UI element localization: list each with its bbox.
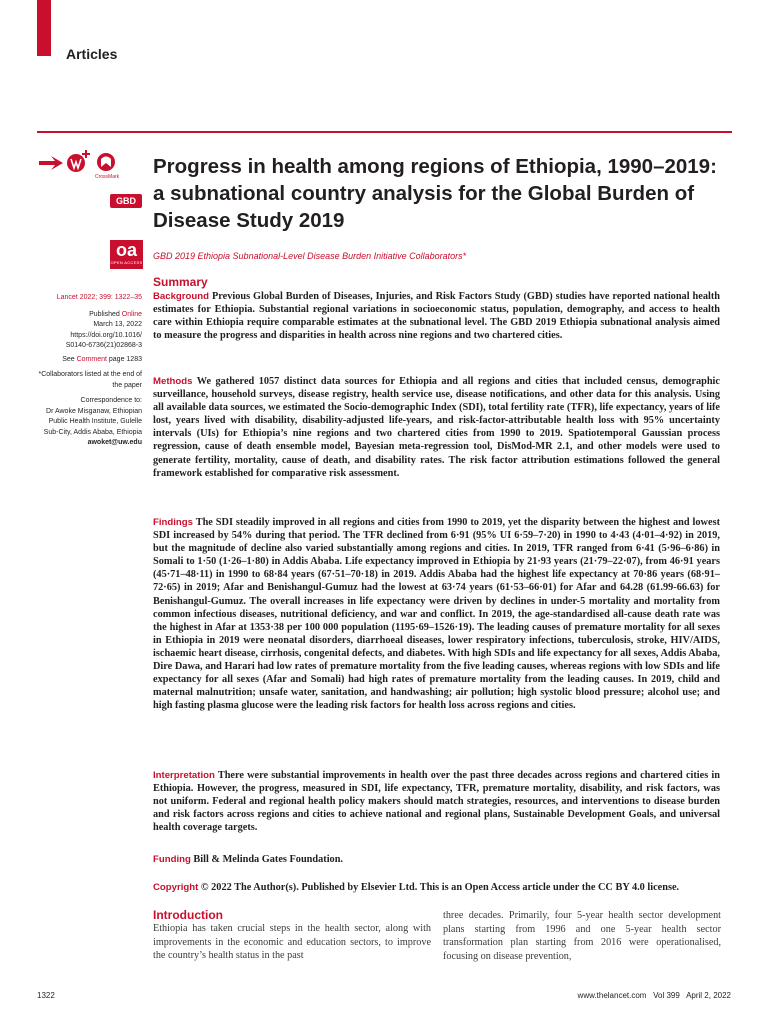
published-line <box>32 310 142 321</box>
journal-date: April 2, 2022 <box>686 991 731 1000</box>
journal-volume: Vol 399 <box>653 991 680 1000</box>
arrow-icon <box>39 156 63 170</box>
abstract-interpretation <box>153 769 720 834</box>
methods-label: Methods <box>153 376 193 387</box>
background-text: Previous Global Burden of Diseases, Injuries, and Risk Factors Study (GBD) studies have reported national health estimates for Ethiopia. Substantial regional variations in socioeconomic status, population, demography, and access to health care within Ethiopia require comparable estimates at the subnational level. The GBD 2019 Ethiopia subnational analysis aimed to measure the progress and disparities in health across nine regions and two chartered cities. <box>153 291 720 342</box>
citation: Lancet 2022; 399: 1322–35 <box>56 294 142 301</box>
funding-text: Bill & Melinda Gates Foundation. <box>190 854 344 865</box>
published-prefix: Published <box>89 310 122 318</box>
methods-text: We gathered 1057 distinct data sources for Ethiopia and all regions and cities that included census, demographic surveillance, household surveys, disease registry, health service use, disease notifications, and other data for this analysis. Using all available data sources, we estimated the Socio-demographic Index (SDI), total fertility rate (TFR), life expectancy, years of life lost, years lived with disability, disability-adjusted life-years, and risk-factor-attributable health loss with 95% uncertainty intervals (UIs) for Ethiopia’s nine regions and two chartered cities from 1990 to 2019. Spatiotemporal Gaussian process regression, cause of death ensemble model, Bayesian meta-regression tool, DisMod-MR 2.1, and other models were used to generate fertility, mortality, cause of death, and disability rates. The risk factor attribution estimations followed the general framework established for comparative risk assessment. <box>153 376 720 479</box>
page-number: 1322 <box>37 991 55 1000</box>
doi-link-2[interactable]: S0140-6736(21)02868-3 <box>65 342 142 349</box>
article-title: Progress in health among regions of Ethiopia, 1990–2019: a subnational country analysis for the Global Burden of Disease Study 2019 <box>153 155 717 232</box>
section-label: Articles <box>66 46 118 62</box>
see-suffix: page 1283 <box>106 355 142 363</box>
oa-label: oa <box>115 240 137 260</box>
open-access-badge <box>110 240 143 269</box>
summary-heading: Summary <box>153 275 208 289</box>
doi-link-1[interactable]: https://doi.org/10.1016/ <box>70 331 142 339</box>
article-sidebar <box>32 293 142 449</box>
see-prefix: See <box>62 355 77 363</box>
interpretation-label: Interpretation <box>153 770 215 781</box>
abstract-methods <box>153 375 720 480</box>
comment-link[interactable]: Comment <box>76 355 107 363</box>
collaborators-note: *Collaborators listed at the end of the paper <box>38 371 142 389</box>
article-badges <box>37 150 145 180</box>
crossmark-icon[interactable] <box>95 153 120 180</box>
see-also <box>32 355 142 366</box>
open-access-icon <box>67 150 90 172</box>
journal-footer <box>578 991 731 1000</box>
copyright-text: © 2022 The Author(s). Published by Elsevier Ltd. This is an Open Access article under the CC BY 4.0 license. <box>198 882 680 893</box>
findings-text: The SDI steadily improved in all regions and cities from 1990 to 2019, yet the disparity between the highest and lowest SDI increased by 54% during that period. The TFR declined from 6·91 (95% UI 6·59–7·20) in 1990 to 4·43 (4·01–4·92) in 2019, but the magnitude of decline also varied substantially among regions and cities. In 2019, TFR ranged from 6·41 (5·96–6·86) in Somali to 1·50 (1·26–1·80) in Addis Ababa. Life expectancy improved in Ethiopia by 21·93 years (21·79–22·07), from 46·91 years (45·71–48·11) in 1990 to 68·84 years (67·51–70·18) in 2019. Addis Ababa had the highest life expectancy at 70·86 years (68·91–72·65) in 2019; Afar and Benishangul-Gumuz had the lowest at 63·74 years (61·53–66·01) for Afar and 64.28 (61.99-66.63) for Benishangul-Gumuz. The overall increases in life expectancy were driven by declines in under-5 mortality and mortality from common infectious diseases, nutritional deficiency, and war and conflict. In 2019, the age-standardised all-cause death rate was the highest in Afar at 1353·38 per 100 000 population (1195·69–1526·19). The leading causes of premature mortality for all sexes in Ethiopia in 2019 were neonatal disorders, diarrhoeal diseases, lower respiratory infections, tuberculosis, stroke, HIV/AIDS, ischaemic heart disease, cirrhosis, congenital defects, and diabetes. With high SDIs and life expectancy for all sexes, Addis Ababa, Dire Dawa, and Harari had low rates of premature mortality from the five leading causes, whereas regions with low SDIs and life expectancy for all sexes (Afar and Somali) had high rates of premature mortality from the leading causes. In 2019, child and maternal malnutrition; unsafe water, sanitation, and handwashing; air pollution; high systolic blood pressure; alcohol use; and high fasting plasma glucose were the leading risk factors for health loss across regions and cities. <box>153 517 720 712</box>
correspondence-label: Correspondence to: <box>80 397 142 404</box>
gbd-badge: GBD <box>110 194 142 208</box>
abstract-findings <box>153 516 720 712</box>
abstract-copyright <box>153 881 720 894</box>
funding-label: Funding <box>153 854 191 865</box>
intro-column-left: Ethiopia has taken crucial steps in the health sector, along with improvements in the economic and education sectors, to improve the country’s health status in the past <box>153 923 431 962</box>
author-line[interactable]: GBD 2019 Ethiopia Subnational-Level Disease Burden Initiative Collaborators* <box>153 251 467 261</box>
copyright-label: Copyright <box>153 882 199 893</box>
findings-label: Findings <box>153 517 193 528</box>
published-date: March 13, 2022 <box>93 321 142 328</box>
correspondence-name: Dr Awoke Misganaw, Ethiopian Public Health Institute, Gulelle Sub-City, Addis Ababa, Ethiopia <box>43 407 142 436</box>
crossmark-label: CrossMark <box>95 174 120 180</box>
interpretation-text: There were substantial improvements in health over the past three decades across regions and chartered cities in Ethiopia. However, the progress, measured in SDI, life expectancy, TFR, premature mortality, disability, and risk factors, was not uniform. Federal and regional health policy makers should match strategies, resources, and interventions to disease burden and risk factors across regions and cities to achieve national and regional plans, Sustainable Development Goals, and universal health coverage targets. <box>153 770 720 834</box>
intro-column-right: three decades. Primarily, four 5-year health sector development plans starting from 1996 and one 5-year health sector transformation plan starting from 2016 were operationalised, focusing on disease prevention, <box>443 910 721 962</box>
oa-sub-label: OPEN ACCESS <box>110 260 143 265</box>
abstract-funding <box>153 853 720 866</box>
introduction-heading: Introduction <box>153 908 223 922</box>
correspondence-email[interactable]: awoket@uw.edu <box>87 439 142 446</box>
background-label: Background <box>153 291 209 302</box>
section-color-tab <box>37 0 51 56</box>
abstract-background <box>153 290 720 342</box>
journal-url[interactable]: www.thelancet.com <box>577 991 647 1000</box>
header-divider <box>37 131 732 133</box>
published-online-link[interactable]: Online <box>121 310 142 318</box>
